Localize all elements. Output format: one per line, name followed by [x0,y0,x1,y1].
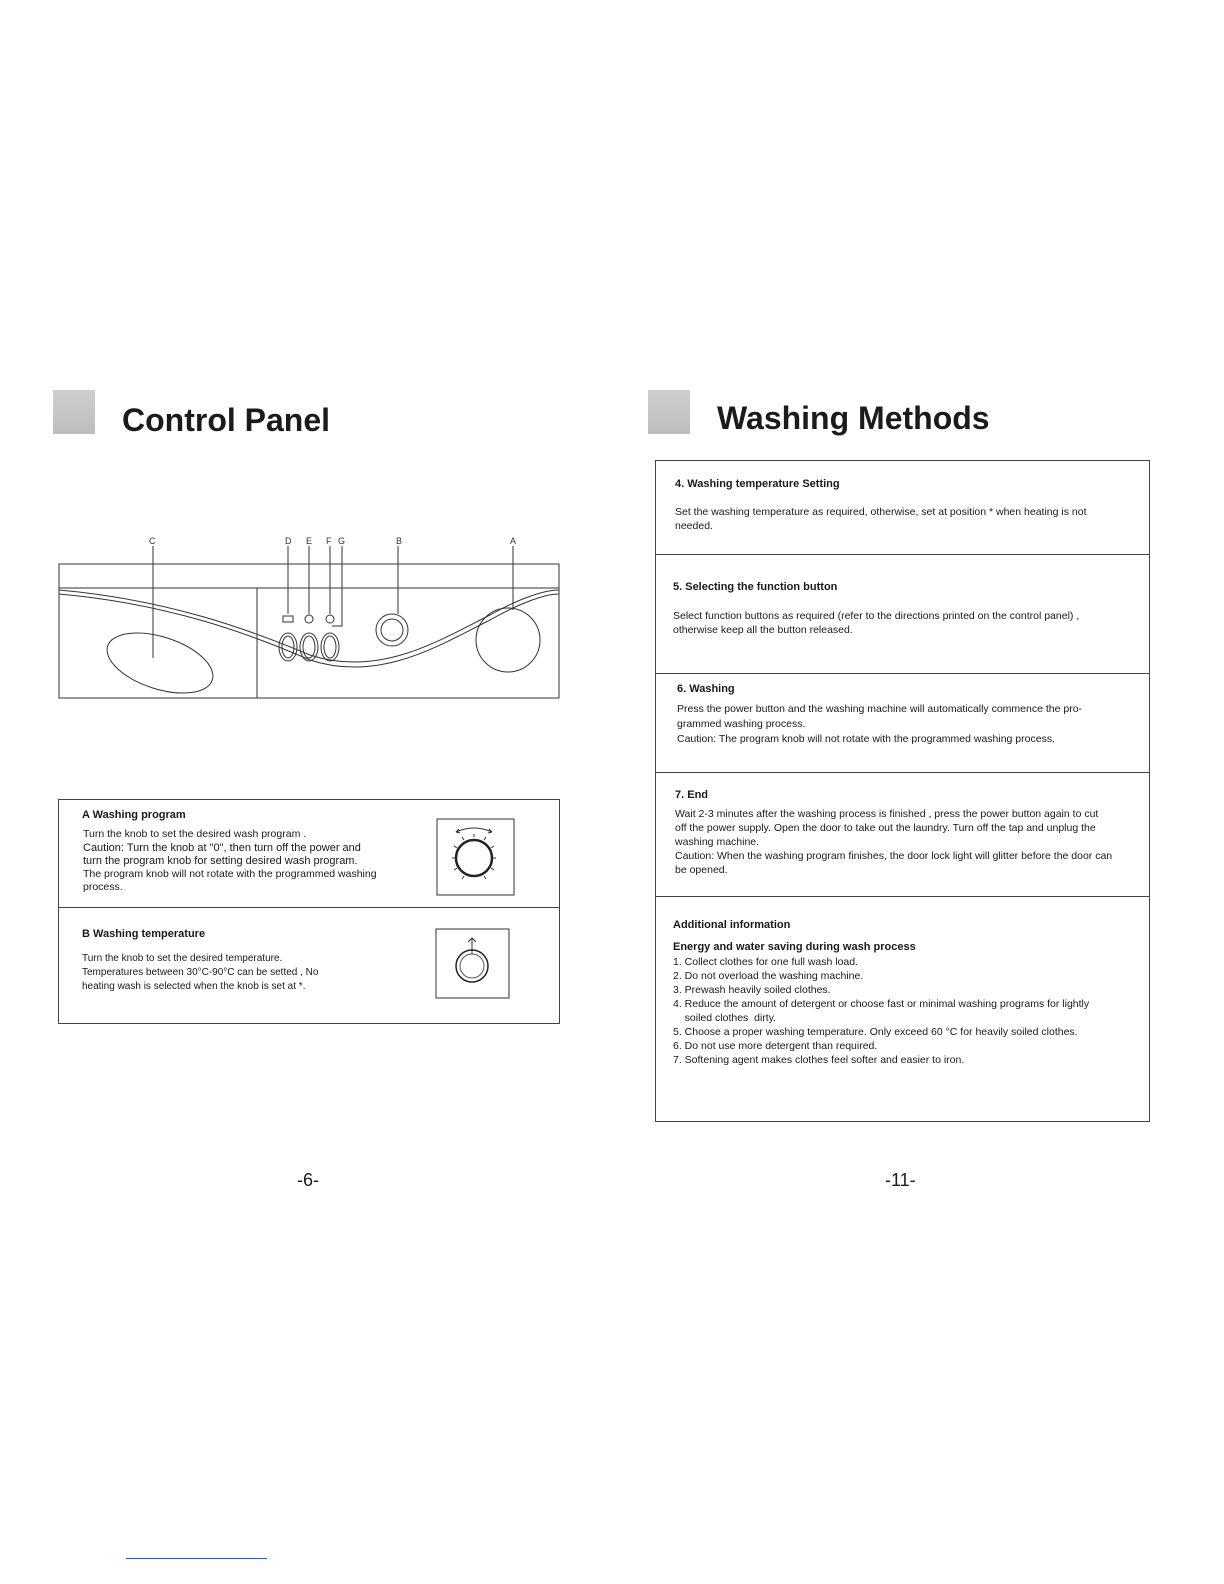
diagram-label-c: C [149,536,156,546]
section-washing: 6. Washing Press the power button and the washing machine will automatically commence the pro- grammed washing process. Caution: The program knob will not rotate with the programmed washing process. [656,674,1149,773]
temperature-knob-illustration [435,928,511,1000]
list-item: 3. Prewash heavily soiled clothes. [673,984,831,996]
section-body: Turn the knob to set the desired temperature. Temperatures between 30°C-90°C can be setted , No heating wash is selected when the knob is set at *. [82,953,319,992]
list-item: 6. Do not use more detergent than required. [673,1040,878,1052]
washing-methods-box [655,460,1150,1122]
page-title-washing-methods: Washing Methods [717,400,990,436]
section-temperature-setting: 4. Washing temperature Setting Set the washing temperature as required, otherwise, set at position * when heating is not needed. [656,461,1149,555]
list-item: 4. Reduce the amount of detergent or choose fast or minimal washing programs for lightly [673,998,1090,1010]
list-item: 5. Choose a proper washing temperature. Only exceed 60 °C for heavily soiled clothes. [673,1026,1078,1038]
section-marker [53,390,95,434]
diagram-label-a: A [510,536,517,546]
section-body: Turn the knob to set the desired wash program . Caution: Turn the knob at "0", then turn off the power and turn the program knob for setting desired wash program. The program knob will not rotate with the programmed washing process. [83,828,377,893]
list-item: 7. Softening agent makes clothes feel softer and easier to iron. [673,1054,965,1066]
diagram-label-b: B [396,536,403,546]
diagram-label-d: D [285,536,292,546]
section-heading: B Washing temperature [82,928,206,940]
diagram-label-g: G [338,536,346,546]
control-panel-info-box [58,799,560,1024]
diagram-label-f: F [326,536,332,546]
diagram-label-e: E [306,536,313,546]
page-number-right: -11- [885,1170,916,1190]
section-marker [648,390,690,434]
section-additional-information: Additional information Energy and water saving during wash process 1. Collect clothes for one full wash load. 2. Do not overload the washing machine. 3. Prewash heavily soiled clothes. 4. Reduce the amount of detergent or choose fast or minimal washing programs for lightly soiled clothes dirty. 5. Choose a proper washing temperature. Only exceed 60 °C for heavily soiled clothes. 6. Do not use more detergent than required. 7. Softening agent makes clothes feel softer and easier to iron. [656,897,1149,1123]
section-heading: A Washing program [82,809,186,821]
page-title-control-panel: Control Panel [122,402,331,438]
section-end: 7. End Wait 2-3 minutes after the washing process is finished , press the power button again to cut off the power supply. Open the door to take out the laundry. Turn off the tap and unplug the washing machine. Caution: When the washing program finishes, the door lock light will glitter before the door can be opened. [656,773,1149,897]
section-washing-temperature [59,908,559,1024]
list-item: 2. Do not overload the washing machine. [673,970,864,982]
page-number-left: -6- [297,1170,319,1190]
tips-list [673,955,1143,1067]
section-function-button: 5. Selecting the function button Select function buttons as required (refer to the directions printed on the control panel) , otherwise keep all the button released. [656,555,1149,674]
list-item: 1. Collect clothes for one full wash load. [673,956,859,968]
section-washing-program [59,800,559,908]
program-knob-illustration [436,818,516,896]
footer-rule [126,1558,267,1559]
list-item: soiled clothes dirty. [673,1012,777,1024]
control-panel-diagram [50,530,570,710]
